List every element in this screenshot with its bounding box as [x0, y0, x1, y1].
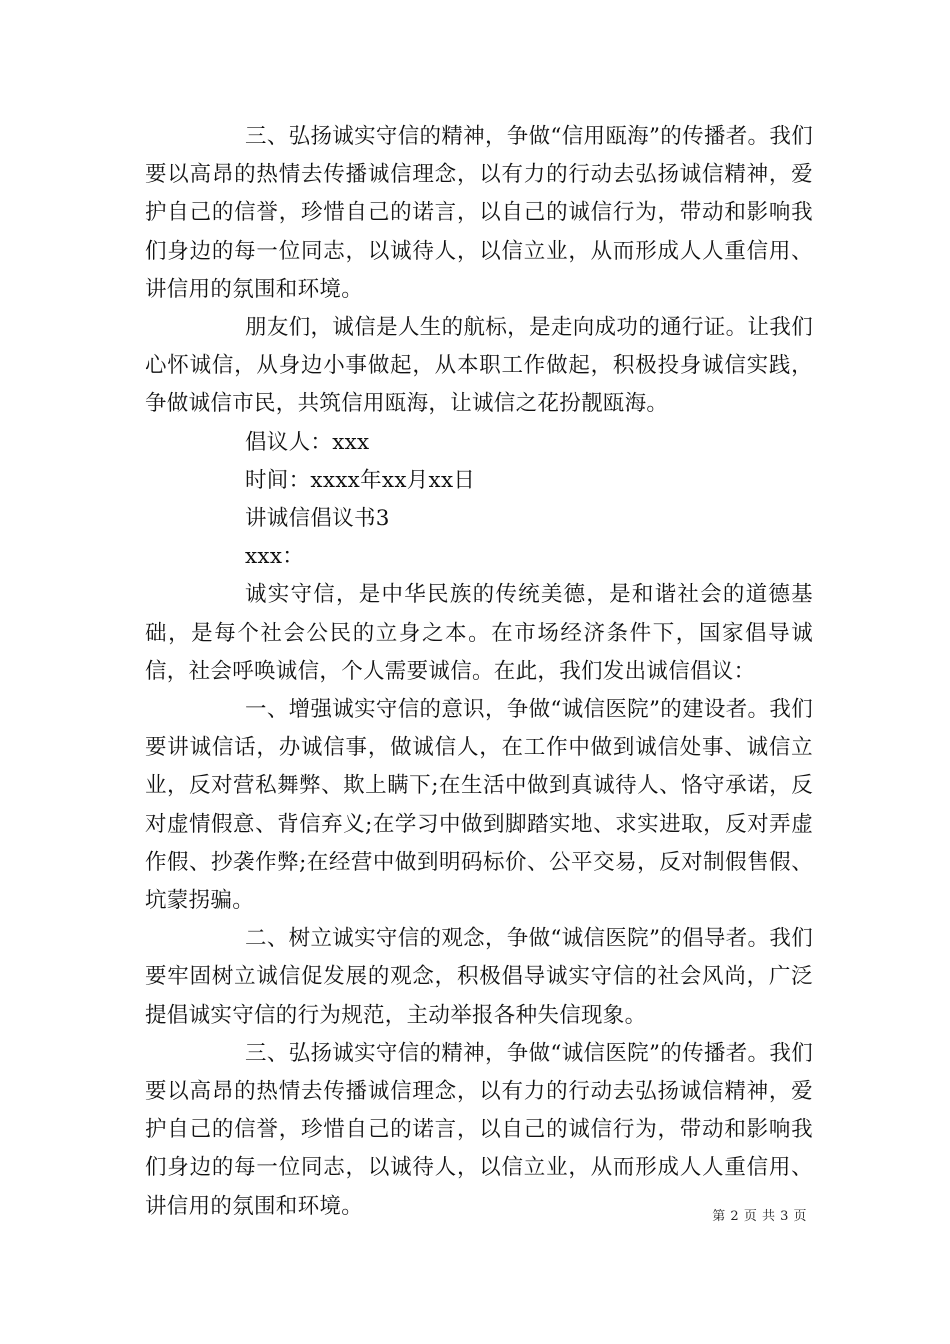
- paragraph-friends-appeal: 朋友们，诚信是人生的航标，是走向成功的通行证。让我们心怀诚信，从身边小事做起，从本职工作做起，积极投身诚信实践，争做诚信市民，共筑信用瓯海，让诚信之花扮靓瓯海。: [145, 315, 813, 417]
- salutation: xxx：: [245, 544, 305, 570]
- section-title: 讲诚信倡议书3: [245, 506, 390, 532]
- paragraph-promote-integrity-ouhai: 三、弘扬诚实守信的精神，争做“信用瓯海”的传播者。我们要以高昂的热情去传播诚信理念，以有力的行动去弘扬诚信精神，爱护自己的信誉，珍惜自己的诺言，以自己的诚信行为，带动和影响我们身边的每一位同志，以诚待人，以信立业，从而形成人人重信用、讲信用的氛围和环境。: [145, 124, 813, 302]
- document-body: [145, 118, 813, 1226]
- paragraph-point-two: 二、树立诚实守信的观念，争做“诚信医院”的倡导者。我们要牢固树立诚信促发展的观念，积极倡导诚实守信的社会风尚，广泛提倡诚实守信的行为规范，主动举报各种失信现象。: [145, 926, 813, 1028]
- date-line: 时间：xxxx年xx月xx日: [245, 467, 476, 493]
- paragraph-point-three: 三、弘扬诚实守信的精神，争做“诚信医院”的传播者。我们要以高昂的热情去传播诚信理念，以有力的行动去弘扬诚信精神，爱护自己的信誉，珍惜自己的诺言，以自己的诚信行为，带动和影响我们身边的每一位同志，以诚待人，以信立业，从而形成人人重信用、讲信用的氛围和环境。: [145, 1040, 813, 1219]
- paragraph-intro: 诚实守信，是中华民族的传统美德，是和谐社会的道德基础，是每个社会公民的立身之本。在市场经济条件下，国家倡导诚信，社会呼唤诚信，个人需要诚信。在此，我们发出诚信倡议：: [145, 582, 813, 684]
- initiator-line: 倡议人：xxx: [245, 429, 370, 455]
- page-number: 第 2 页 共 3 页: [712, 1209, 807, 1224]
- paragraph-point-one: 一、增强诚实守信的意识，争做“诚信医院”的建设者。我们要讲诚信话，办诚信事，做诚信人，在工作中做到诚信处事、诚信立业，反对营私舞弊、欺上瞒下;在生活中做到真诚待人、恪守承诺，反对虚情假意、背信弃义;在学习中做到脚踏实地、求实进取，反对弄虚作假、抄袭作弊;在经营中做到明码标价、公平交易，反对制假售假、坑蒙拐骗。: [145, 697, 813, 914]
